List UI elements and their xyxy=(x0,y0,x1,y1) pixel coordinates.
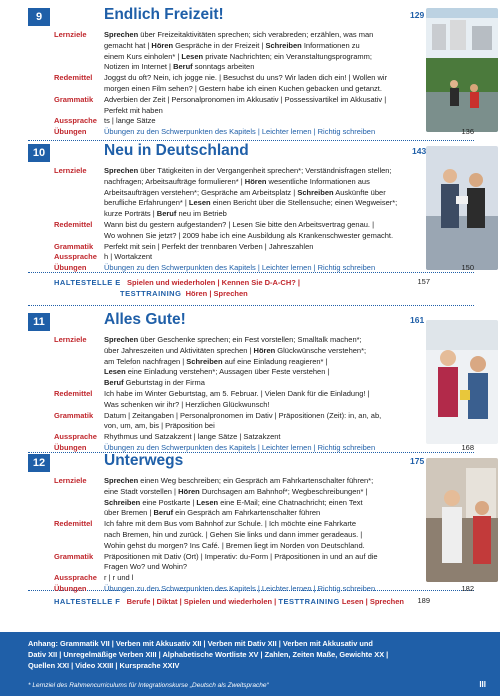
uebungen-text[interactable]: Übungen zu den Schwerpunkten des Kapitels | Leichter lernen | Richtig schreiben xyxy=(104,584,376,593)
text-line: berufliche Erfahrungen* | Lesen einen Bericht über die Stellensuche; einen Wegweiser*; xyxy=(104,198,398,208)
haltestelle-f xyxy=(54,596,474,607)
section-uebungen xyxy=(54,127,474,138)
text-line: nach Bremen, hin und zurück. | Gehen Sie links und dann immer geradeaus. | xyxy=(104,529,363,539)
chapter-number: 9 xyxy=(28,8,50,26)
haltestelle-e xyxy=(54,277,474,299)
text-line: Sprechen einen Weg beschreiben; ein Gespräch am Fahrkartenschalter führen*; xyxy=(104,476,374,485)
chapter-page[interactable]: 161 xyxy=(410,315,425,325)
text-line: Präpositionen mit Dativ (Ort) | Imperativ: du-Form | Präpositionen in und an auf die xyxy=(104,551,378,561)
chapter-title[interactable]: Neu in Deutschland xyxy=(104,142,249,159)
appendix-line: Anhang: Grammatik VII | Verben mit Akkusativ XII | Verben mit Dativ XII | Verben mit Akkusativ und xyxy=(28,639,373,648)
text-line: r | r und l xyxy=(104,573,134,583)
section-label: Lernziele xyxy=(54,166,87,175)
chapter-number: 11 xyxy=(28,313,50,331)
section-text xyxy=(104,573,414,584)
section-grammatik xyxy=(54,411,414,433)
chapter-page[interactable]: 143 xyxy=(412,146,427,156)
uebungen-page[interactable]: 182 xyxy=(461,584,474,593)
text-line: Notizen im Internet | Beruf sonntags arbeiten xyxy=(104,62,255,72)
section-redemittel xyxy=(54,220,414,242)
section-uebungen xyxy=(54,263,474,274)
haltestelle-e-label: HALTESTELLE E xyxy=(54,278,121,287)
page-number: III xyxy=(479,680,486,689)
section-text xyxy=(104,335,414,389)
text-line: einem Kurs einholen* | Lesen private Nachrichten; ein Veranstaltungsprogramm; xyxy=(104,51,372,61)
chapter-10-photo xyxy=(426,146,498,270)
section-label: Grammatik xyxy=(54,410,94,420)
uebungen-page[interactable]: 136 xyxy=(461,127,474,137)
chapter-page[interactable]: 175 xyxy=(410,456,425,466)
text-line: Wo wohnen Sie jetzt? | 2009 habe ich eine Ausbildung als Krankenschwester gemacht. xyxy=(104,230,394,240)
section-text xyxy=(104,166,414,220)
section-lernziele xyxy=(54,335,414,389)
text-line: nachfragen; Arbeitsaufträge formulieren* | Hören wesentliche Informationen aus xyxy=(104,176,370,186)
section-label: Redemittel xyxy=(54,73,93,83)
section-text xyxy=(104,95,414,117)
text-line: Wohin gehst du morgen? Ins Café. | Bremen liegt im Norden von Deutschland. xyxy=(104,540,365,550)
uebungen-text[interactable]: Übungen zu den Schwerpunkten des Kapitels | Leichter lernen | Richtig schreiben xyxy=(104,127,376,137)
divider xyxy=(28,140,474,141)
section-redemittel xyxy=(54,389,414,411)
section-label: Lernziele xyxy=(54,30,87,39)
text-line: von, um, am, bis | Präposition bei xyxy=(104,421,215,431)
section-label: Lernziele xyxy=(54,335,87,344)
section-text xyxy=(104,252,414,263)
section-label: Aussprache xyxy=(54,252,97,262)
section-text xyxy=(104,519,414,551)
section-lernziele xyxy=(54,30,414,73)
section-redemittel xyxy=(54,73,414,95)
section-label: Übungen xyxy=(54,263,87,273)
section-grammatik xyxy=(54,95,414,117)
chapter-9-photo xyxy=(426,8,498,132)
section-label: Grammatik xyxy=(54,94,94,104)
chapter-page[interactable]: 129 xyxy=(410,10,425,20)
section-aussprache xyxy=(54,573,414,584)
text-line: Arbeitsaufträgen verstehen*; Gespräche am Arbeitsplatz | Schreiben Auskünfte über xyxy=(104,187,386,197)
haltestelle-e-testtraining: TESTTRAINING xyxy=(120,289,182,298)
text-line: Beruf Geburtstag in der Firma xyxy=(104,378,205,388)
uebungen-page[interactable]: 168 xyxy=(461,443,474,452)
section-label: Übungen xyxy=(54,584,87,593)
text-line: eine Stadt vorstellen | Hören Durchsagen am Bahnhof*; Wegbeschreibungen* | xyxy=(104,486,368,496)
text-line: gemacht hat | Hören Gespräche in der Freizeit | Schreiben Informationen zu xyxy=(104,40,360,50)
chapter-title[interactable]: Alles Gute! xyxy=(104,311,186,328)
text-line: Sprechen über Freizeitaktivitäten sprechen; sich verabreden; erzählen, was man xyxy=(104,30,374,39)
text-line: Lesen eine Einladung verstehen*; Aussagen über Feste verstehen | xyxy=(104,367,330,377)
chapter-number: 12 xyxy=(28,454,50,472)
appendix-line: Quellen XXI | Video XXIII | Kursprache XXIV xyxy=(28,661,180,670)
section-text xyxy=(104,389,414,411)
text-line: Sprechen über Geschenke sprechen; ein Fest vorstellen; Smalltalk machen*; xyxy=(104,335,362,344)
appendix-text xyxy=(28,638,458,671)
text-line: Fragen Wo? und Wohin? xyxy=(104,562,188,572)
section-label: Aussprache xyxy=(54,573,97,583)
text-line: h | Wortakzent xyxy=(104,252,153,262)
appendix-footer xyxy=(0,632,500,696)
section-label: Grammatik xyxy=(54,241,94,251)
section-aussprache xyxy=(54,116,414,127)
section-uebungen xyxy=(54,584,474,595)
text-line: Perfekt mit sein | Perfekt der trennbaren Verben | Jahreszahlen xyxy=(104,241,314,251)
text-line: Perfekt mit haben xyxy=(104,105,163,115)
section-label: Redemittel xyxy=(54,220,93,229)
haltestelle-f-page: 189 xyxy=(417,596,430,605)
text-line: Was schenken wir ihr? | Herzlichen Glückwunsch! xyxy=(104,399,270,409)
haltestelle-e-page: 157 xyxy=(417,277,430,286)
chapter-12-photo xyxy=(426,458,498,582)
section-label: Lernziele xyxy=(54,476,87,485)
text-line: Schreiben eine Postkarte | Lesen eine E-Mail; eine Chatnachricht; einen Text xyxy=(104,497,363,507)
section-label: Redemittel xyxy=(54,519,93,529)
section-text xyxy=(104,116,414,127)
uebungen-text[interactable]: Übungen zu den Schwerpunkten des Kapitels | Leichter lernen | Richtig schreiben xyxy=(104,443,376,452)
section-aussprache xyxy=(54,432,414,443)
text-line: über Bremen | Beruf ein Gespräch am Fahrkartenschalter führen xyxy=(104,508,321,518)
text-line: Joggst du oft? Nein, ich jogge nie. | Besuchst du uns? Wir laden dich ein! | Wollen wir xyxy=(104,73,388,83)
footnote: * Lernziel des Rahmencurriculums für Integrationskurse „Deutsch als Zweitsprache“ xyxy=(28,682,269,689)
haltestelle-e-testtraining-items: Hören | Sprechen xyxy=(185,289,248,298)
section-label: Übungen xyxy=(54,127,87,137)
section-text xyxy=(104,411,414,433)
chapter-title[interactable]: Unterwegs xyxy=(104,452,184,469)
section-text xyxy=(104,476,414,519)
section-label: Redemittel xyxy=(54,389,93,398)
haltestelle-f-label: HALTESTELLE F xyxy=(54,597,121,606)
section-label: Aussprache xyxy=(54,432,97,442)
haltestelle-f-testtraining-items: Lesen | Sprechen xyxy=(341,597,405,606)
text-line: kurze Porträts | Beruf neu im Betrieb xyxy=(104,209,227,219)
section-grammatik xyxy=(54,552,414,574)
section-grammatik xyxy=(54,242,414,253)
text-line: Wann bist du gestern aufgestanden? | Lesen Sie bitte den Arbeitsvertrag genau. | xyxy=(104,220,375,229)
haltestelle-f-testtraining: TESTTRAINING xyxy=(278,597,340,606)
text-line: am Telefon nachfragen | Schreiben auf eine Einladung reagieren* | xyxy=(104,356,328,366)
section-text xyxy=(104,220,414,242)
text-line: ts | lange Sätze xyxy=(104,116,156,126)
section-aussprache xyxy=(54,252,414,263)
text-line: Ich habe im Winter Geburtstag, am 5. Februar. | Vielen Dank für die Einladung! | xyxy=(104,389,370,398)
chapter-11-photo xyxy=(426,320,498,444)
section-redemittel xyxy=(54,519,414,551)
text-line: Rhythmus und Satzakzent | lange Sätze | Satzakzent xyxy=(104,432,281,442)
haltestelle-e-items: Spielen und wiederholen | Kennen Sie D-A-CH? | xyxy=(127,278,301,287)
text-line: morgen einen Film sehen? | Gestern habe ich einen Kuchen gebacken und getanzt. xyxy=(104,83,382,93)
uebungen-text[interactable]: Übungen zu den Schwerpunkten des Kapitels | Leichter lernen | Richtig schreiben xyxy=(104,263,376,273)
section-text xyxy=(104,242,414,253)
section-label: Aussprache xyxy=(54,116,97,126)
section-lernziele xyxy=(54,476,414,519)
text-line: Adverbien der Zeit | Personalpronomen im Akkusativ | Possessivartikel im Akkusativ | xyxy=(104,94,387,104)
appendix-line: Dativ XII | Unregelmäßige Verben XIII | Alphabetische Wortliste XV | Zahlen, Zeiten Maße, Gewichte XX | xyxy=(28,650,389,659)
haltestelle-f-items: Berufe | Diktat | Spielen und wiederholen | xyxy=(126,597,277,606)
chapter-title[interactable]: Endlich Freizeit! xyxy=(104,6,224,23)
section-text xyxy=(104,73,414,95)
section-lernziele xyxy=(54,166,414,220)
text-line: über Jahreszeiten und Aktivitäten sprechen | Hören Glückwünsche verstehen*; xyxy=(104,345,367,355)
section-text xyxy=(104,432,414,443)
uebungen-page[interactable]: 150 xyxy=(461,263,474,273)
text-line: Ich fahre mit dem Bus vom Bahnhof zur Schule. | Ich möchte eine Fahrkarte xyxy=(104,519,357,529)
chapter-number: 10 xyxy=(28,144,50,162)
text-line: Datum | Zeitangaben | Personalpronomen im Dativ | Präpositionen (Zeit): in, an, ab, xyxy=(104,410,382,420)
section-label: Übungen xyxy=(54,443,87,452)
section-text xyxy=(104,30,414,73)
section-label: Grammatik xyxy=(54,551,94,561)
divider xyxy=(28,305,474,306)
section-text xyxy=(104,552,414,574)
text-line: Sprechen über Tätigkeiten in der Vergangenheit sprechen*; Verständnisfragen stellen; xyxy=(104,166,392,175)
